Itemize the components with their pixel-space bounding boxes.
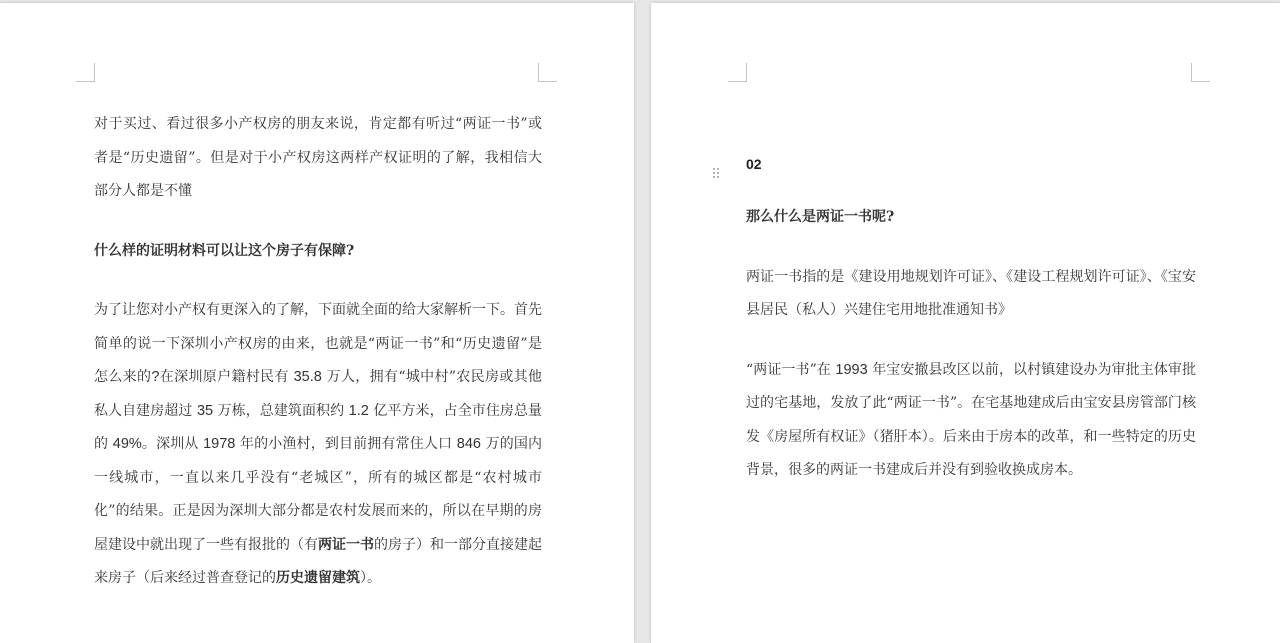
body-text: 亿平方米，占全市住房总量的 — [94, 402, 543, 452]
body-text: ）。 — [360, 570, 381, 586]
question-heading[interactable]: 什么样的证明材料可以让这个房子有保障? — [94, 242, 355, 259]
margin-corner-mark-top-right — [1191, 63, 1210, 82]
intro-paragraph[interactable] — [94, 108, 542, 209]
body-number: 1993 — [835, 361, 868, 378]
body-number: 1978 — [203, 436, 236, 452]
page-content — [746, 156, 1196, 488]
document-page-left — [0, 3, 634, 643]
body-number: 35.8 — [293, 369, 322, 385]
margin-corner-mark-top-right — [538, 63, 557, 82]
body-text: ? — [151, 369, 160, 385]
body-text: 年的小渔村，到目前拥有常住人口 — [235, 436, 457, 452]
page-content — [94, 108, 542, 596]
body-number: 35 — [196, 402, 214, 419]
body-text: 年宝安撤县改区以前，以村镇建设办为审批主体审批过的宅基地，发放了此“两证一书”。在宅基地建成后由宝安县房管部门核发《房屋所有权证》（猪肝本）。后来由于房本的改革，和一些特定的历史背景，很多的两证一书建成后并没有到验收换成房本。 — [746, 361, 1197, 478]
body-text: 在深圳原户籍村民有 — [159, 369, 294, 385]
body-number: 846 — [456, 436, 481, 452]
margin-corner-mark-top-left — [728, 63, 747, 82]
body-text: 为了让您对小产权有更深入的了解，下面就全面的给大家解析一下。首先简单的说一下深圳小产权房的由来，也就是“两证一书”和“历史遗留”是怎么来的 — [94, 302, 542, 385]
body-number: 1.2 — [348, 402, 369, 419]
body-bold-text: 两证一书 — [318, 536, 374, 553]
body-paragraph[interactable] — [94, 294, 542, 596]
section-heading[interactable]: 那么什么是两证一书呢? — [746, 209, 895, 225]
body-text: “两证一书”在 — [746, 361, 836, 378]
definition-paragraph[interactable]: 两证一书指的是《建设用地规划许可证》、《建设工程规划许可证》、《宝安县居民（私人）兴建住宅用地批准通知书》 — [746, 268, 1196, 318]
history-paragraph[interactable] — [746, 354, 1196, 488]
margin-corner-mark-top-left — [76, 63, 95, 82]
body-text: 的房子）和一部分直接建起来房子（后来经过普查登记的 — [94, 536, 542, 586]
body-text: 。深圳从 — [141, 436, 204, 452]
body-text: 万的国内一线城市，一直以来几乎没有“老城区”，所有的城区都是“农村城市化”的结果。正是因为深圳大部分都是农村发展而来的，所以在早期的房屋建设中就出现了一些有报批的（有 — [94, 436, 543, 553]
block-drag-handle-icon[interactable] — [713, 168, 721, 180]
document-page-right — [651, 3, 1280, 643]
body-bold-text: 历史遗留建筑 — [276, 570, 360, 586]
body-number: 49% — [112, 436, 142, 452]
body-text: 万栋，总建筑面积约 — [213, 402, 349, 419]
intro-text: 对于买过、看过很多小产权房的朋友来说，肯定都有听过“两证一书”或者是“历史遗留”。但是对于小产权房这两样产权证明的了解，我相信大部分人都是不懂 — [94, 116, 542, 199]
section-number[interactable]: 02 — [746, 156, 762, 172]
body-text: 万人，拥有“城中村”农民房或其他私人自建房超过 — [94, 369, 543, 419]
